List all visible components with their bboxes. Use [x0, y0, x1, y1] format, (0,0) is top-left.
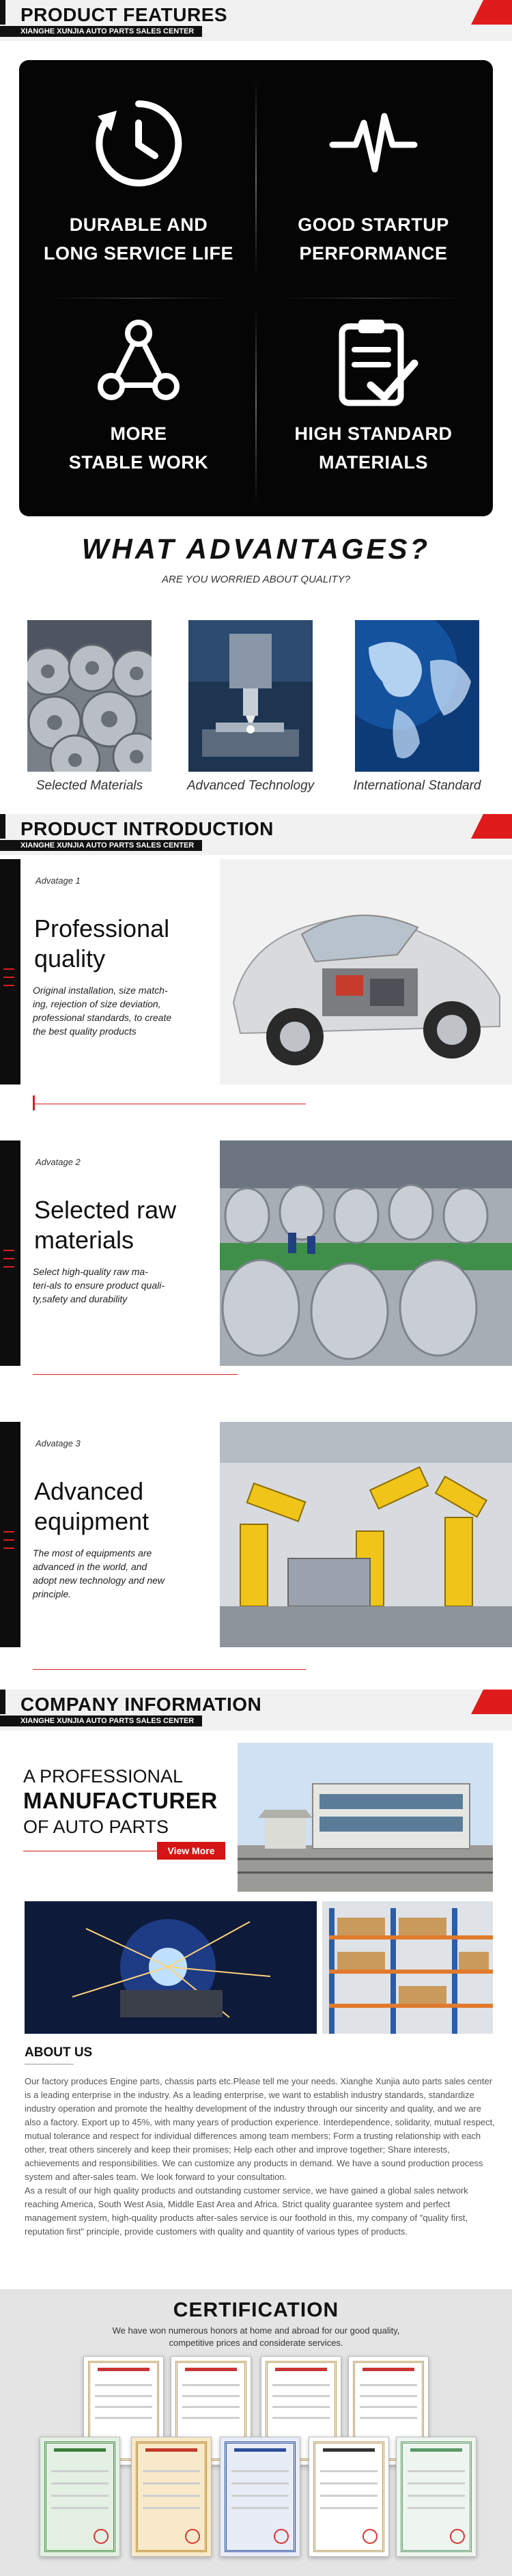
section-header-intro: [0, 814, 512, 855]
feature-label: HIGH STANDARD MATERIALS: [294, 423, 453, 473]
section-title: COMPANY INFORMATION: [20, 1694, 262, 1715]
advantage-image-technology: [188, 620, 313, 772]
intro-card: [0, 1422, 512, 1647]
pulse-icon: [261, 96, 486, 191]
company-tagline-3: OF AUTO PARTS: [23, 1817, 169, 1837]
certificate-image: [309, 2437, 389, 2557]
header-accent-dark: [0, 1690, 5, 1714]
card-red-tick: [33, 1095, 35, 1110]
steel-coils-image: [220, 1140, 512, 1366]
section-subtitle: XIANGHE XUNJIA AUTO PARTS SALES CENTER: [0, 26, 202, 37]
card-description: The most of equipments are advanced in the world, and adopt new technology and new principle.: [33, 1548, 165, 1599]
header-accent-dark: [0, 814, 5, 839]
about-paragraph: Our factory produces Engine parts, chassis parts etc.Please tell me your needs. Xianghe Xunjia auto parts sales center is a leading enterprise in the industry. As a leading enterprise, we want to establish industry standards, standardize industry operation and promote the healthy development of the industry through our sincerity and quality, and we are also a factory. Export up to 45%, with many years of production experience. Interdependence, solidarity, mutual respect, mutual tolerance and respect for individual differences among team members; Form a trusting relationship with each other, treat others sincerely and keep their promises; Help each other and improve together; Share interests, achievements and responsibilities. We can customize any products in demand. We have a sound production process system and after-sales team. We look forward to your consultation.: [25, 2076, 495, 2182]
card-description: Select high-quality raw ma- teri-als to ensure product quali- ty,safety and durability: [33, 1266, 165, 1304]
card-heading: Selected raw materials: [34, 1196, 177, 1254]
header-accent-dark: [0, 0, 5, 25]
card-red-line: [33, 1669, 306, 1670]
car-engine-image: [220, 859, 512, 1084]
card-side-bar: [0, 859, 20, 1084]
section-subtitle: XIANGHE XUNJIA AUTO PARTS SALES CENTER: [0, 1716, 202, 1726]
header-accent-red: [471, 814, 512, 839]
feature-item: [26, 314, 251, 477]
certificate-image: [220, 2437, 300, 2557]
feature-item: [261, 96, 486, 268]
triangle-nodes-icon: [26, 314, 251, 410]
about-heading: ABOUT US: [25, 2045, 93, 2060]
card-tag: Advatage 2: [35, 1157, 81, 1167]
certification-title: CERTIFICATION: [173, 2299, 339, 2321]
card-side-bar: [0, 1422, 20, 1647]
advantage-image-international: [355, 620, 479, 772]
card-heading: Professional quality: [34, 914, 170, 972]
card-heading: Advanced equipment: [34, 1477, 150, 1535]
section-subtitle: XIANGHE XUNJIA AUTO PARTS SALES CENTER: [0, 840, 202, 851]
section-title: PRODUCT FEATURES: [20, 4, 228, 25]
feature-item: [261, 314, 486, 477]
company-tagline-2: MANUFACTURER: [23, 1788, 218, 1813]
card-tag: Advatage 1: [35, 876, 81, 886]
about-text: [25, 2075, 496, 2239]
advantage-image-materials: [27, 620, 152, 772]
robot-assembly-image: [220, 1422, 512, 1647]
feature-item: [26, 96, 251, 268]
intro-card: [0, 859, 512, 1084]
advantages-subtitle: ARE YOU WORRIED ABOUT QUALITY?: [162, 574, 350, 585]
clock-icon: [26, 96, 251, 191]
certificate-image: [131, 2437, 212, 2557]
clipboard-check-icon: [261, 314, 486, 410]
card-tag: Advatage 3: [35, 1438, 81, 1448]
features-panel: [19, 60, 493, 516]
feature-divider: [255, 306, 257, 504]
section-title: PRODUCT INTRODUCTION: [20, 818, 274, 839]
certificate-image: [40, 2437, 120, 2557]
feature-label: MORE STABLE WORK: [68, 423, 209, 473]
section-header-features: [0, 0, 512, 41]
section-header-company: [0, 1690, 512, 1731]
advantage-label: Selected Materials: [35, 779, 143, 793]
advantages-title: WHAT ADVANTAGES?: [81, 533, 431, 565]
header-accent-red: [471, 1690, 512, 1714]
certification-subtitle: We have won numerous honors at home and abroad for our good quality, competitive prices and considerate services.: [112, 2325, 400, 2348]
card-red-line: [33, 1374, 238, 1375]
advantage-label: International Standard: [353, 779, 481, 793]
factory-building-image: [238, 1743, 493, 1892]
feature-label: DURABLE AND LONG SERVICE LIFE: [43, 214, 234, 264]
card-description: Original installation, size match- ing, rejection of size deviation, professional standards, to create the best quality products: [33, 985, 172, 1037]
about-paragraph: As a result of our high quality products and outstanding customer service, we have gained a global sales network reaching America, South West Asia, Middle East Area and Africa. Strict quality guarantee system and perfect management system, high-quality products after-sales service is our foothold in this, my company of "quality first, reputation first" principle, provide customers with quality and quantity of various types of products.: [25, 2185, 468, 2237]
advantage-label: Advanced Technology: [186, 779, 315, 793]
welding-image: [25, 1901, 317, 2034]
header-accent-red: [471, 0, 512, 25]
company-tagline-1: A PROFESSIONAL: [23, 1766, 184, 1787]
view-more-button[interactable]: View More: [157, 1842, 225, 1860]
card-side-bar: [0, 1140, 20, 1366]
intro-card: [0, 1140, 512, 1366]
feature-label: GOOD STARTUP PERFORMANCE: [298, 214, 449, 264]
feature-divider: [255, 81, 257, 279]
warehouse-image: [322, 1901, 493, 2034]
certificate-image: [396, 2437, 477, 2557]
